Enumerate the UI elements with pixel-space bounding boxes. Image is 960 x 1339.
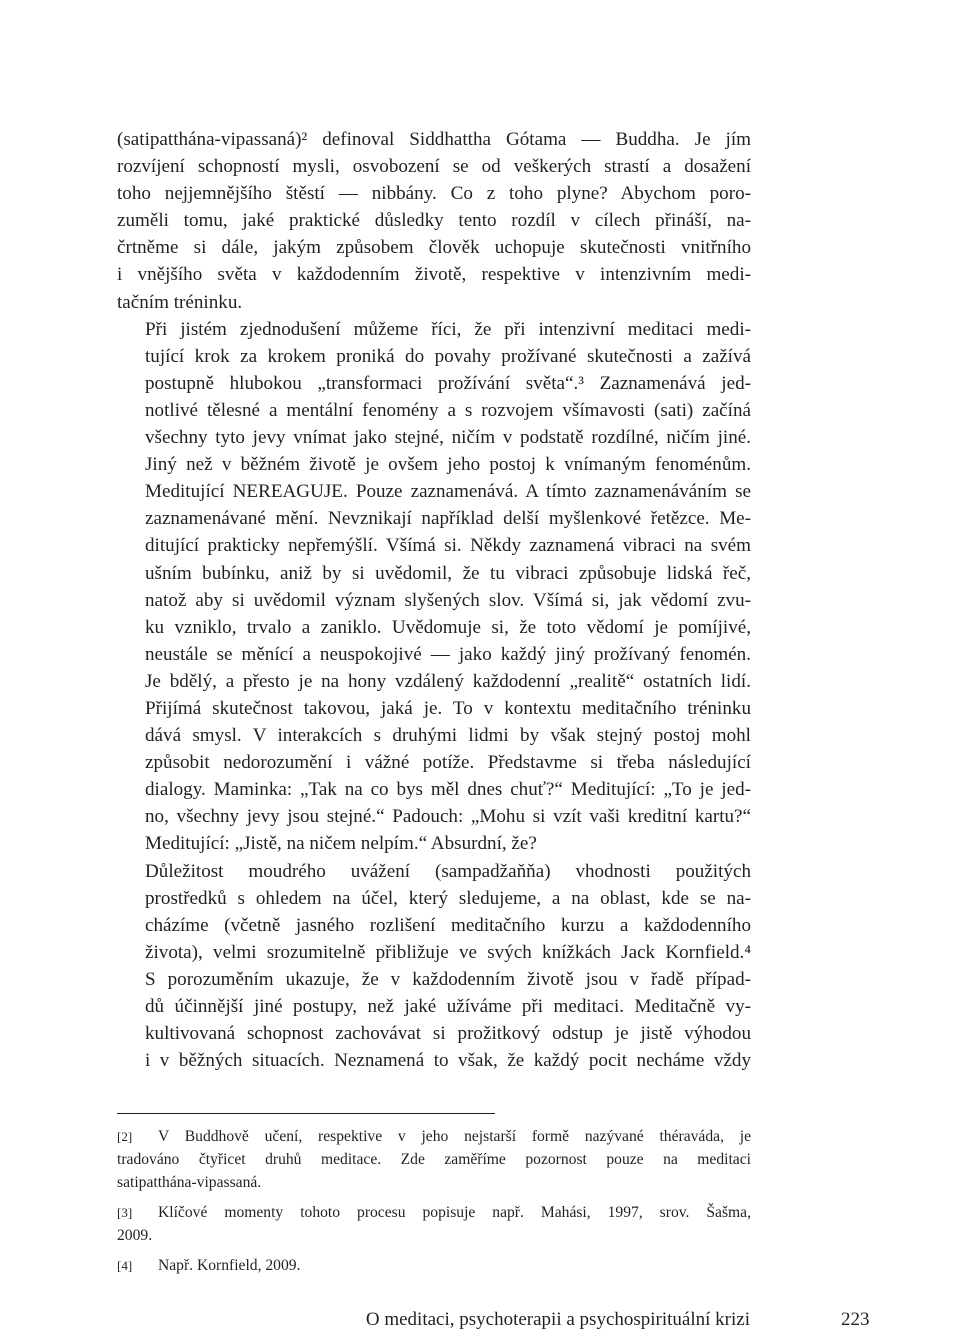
text-line: (satipatthána-vipassaná)² definoval Siddhattha Gótama — Buddha. Je jím xyxy=(117,129,751,150)
text-line: postupně hlubokou „transformaci prožívání světa“.³ Zaznamenává jed- xyxy=(145,372,751,394)
text-line: všechny tyto jevy vnímat jako stejné, ničím v podstatě rozdílné, ničím jiné. xyxy=(145,427,751,449)
footnote-line xyxy=(117,1125,751,1148)
paragraph-2 xyxy=(117,316,751,858)
page-number: 223 xyxy=(841,1309,870,1330)
footnote-text: V Buddhově učení, respektive v jeho nejstarší formě nazývané théraváda, je xyxy=(158,1128,751,1145)
page-footer xyxy=(0,1309,960,1339)
text-line: Při jistém zjednodušení můžeme říci, že při intenzivní meditaci medi- xyxy=(145,318,751,340)
text-line: S porozuměním ukazuje, že v každodenním životě jsou v řadě případ- xyxy=(145,968,751,990)
main-text xyxy=(117,126,751,1074)
footnote-line xyxy=(117,1201,751,1224)
text-line: dialogy. Maminka: „Tak na co bys měl dnes chuť?“ Meditující: „To je jed- xyxy=(145,779,751,801)
footnote-line: 2009. xyxy=(117,1227,153,1244)
text-line: i vnějšího světa v každodenním životě, respektive v intenzivním medi- xyxy=(117,264,751,286)
text-line: rozvíjení schopností mysli, osvobození se od veškerých strastí a dosažení xyxy=(117,156,751,178)
text-line: natož aby si uvědomil význam slyšených slov. Všímá si, jak vědomí zvu- xyxy=(145,589,751,611)
text-line: Důležitost moudrého uvážení (sampadžaňňa) vhodnosti použitých xyxy=(145,860,751,882)
text-line: črtněme si dále, jakým způsobem člověk uchopuje skutečnosti vnitřního xyxy=(117,237,751,259)
text-line: zuměli tomu, jaké praktické důsledky tento rozdíl v cílech přináší, na- xyxy=(117,210,751,232)
text-line: Meditující NEREAGUJE. Pouze zaznamenává. A tímto zaznamenáváním se xyxy=(145,481,751,503)
footnote-line xyxy=(117,1254,751,1277)
text-line: neustále se měnící a neuspokojivé — jako každý jiný prožívaný fenomén. xyxy=(145,643,751,665)
footnote-divider xyxy=(117,1113,495,1114)
footnote-text: Např. Kornfield, 2009. xyxy=(158,1257,301,1274)
footnote-2 xyxy=(117,1125,751,1194)
text-line: ku vzniklo, trvalo a zaniklo. Uvědomuje si, že toto vědomí je pomíjivé, xyxy=(145,616,751,638)
footnote-line: tradováno čtyřicet druhů meditace. Zde zaměříme pozornost pouze na meditaci xyxy=(117,1151,751,1168)
paragraph-3 xyxy=(117,858,751,1075)
footnote-text: Klíčové momenty tohoto procesu popisuje např. Mahási, 1997, srov. Šašma, xyxy=(158,1204,751,1221)
running-title: O meditaci, psychoterapii a psychospirituální krizi xyxy=(365,1309,750,1330)
footnotes xyxy=(117,1125,751,1284)
text-line: Je bdělý, a přesto je na hony vzdálený každodenní „realitě“ ostatních lidí. xyxy=(145,670,751,692)
text-line: tačním tréninku. xyxy=(117,291,243,313)
footnote-number: [4] xyxy=(117,1258,133,1273)
text-line: cházíme (včetně jasného rozlišení meditačního kurzu a každodenního xyxy=(145,914,751,936)
text-line: způsobit nedorozumění i vážné potíže. Představme si třeba následující xyxy=(145,752,751,774)
text-line: ušním bubínku, aniž by si uvědomil, že tu vibraci způsobuje lidská řeč, xyxy=(145,562,751,584)
text-line: notlivé tělesné a mentální fenomény a s rozvojem všímavosti (sati) začíná xyxy=(145,399,751,421)
text-line: prostředků s ohledem na účel, který sledujeme, a na oblast, kde se na- xyxy=(145,887,751,909)
text-line: tující krok za krokem proniká do povahy prožívané skutečnosti a zažívá xyxy=(145,345,751,367)
footnote-4 xyxy=(117,1254,751,1277)
footnote-number: [2] xyxy=(117,1129,133,1144)
text-line: dává smysl. V interakcích s druhými lidmi by však stejný postoj mohl xyxy=(145,725,751,747)
text-line: kultivovaná schopnost zachovávat si prožitkový odstup je jistě výhodou xyxy=(145,1023,751,1045)
footnote-line: satipatthána-vipassaná. xyxy=(117,1174,262,1191)
text-line: Meditující: „Jistě, na ničem nelpím.“ Absurdní, že? xyxy=(145,833,537,855)
text-line: no, všechny jevy jsou stejné.“ Padouch: „Mohu si vzít vaši kreditní kartu?“ xyxy=(145,806,751,828)
text-line: zaznamenávané mění. Nevznikají například delší myšlenkové řetězce. Me- xyxy=(145,508,751,530)
footnote-number: [3] xyxy=(117,1205,133,1220)
text-line: života), velmi srozumitelně přibližuje ve svých knížkách Jack Kornfield.⁴ xyxy=(145,941,751,963)
text-line: i v běžných situacích. Neznamená to však, že každý pocit necháme vždy xyxy=(145,1050,751,1072)
text-line: Jiný než v běžném životě je ovšem jeho postoj k vnímaným fenoménům. xyxy=(145,454,751,476)
paragraph-1 xyxy=(117,126,751,316)
text-line: ditující prakticky nepřemýšlí. Všímá si. Někdy zaznamená vibraci na svém xyxy=(145,535,751,557)
text-line: toho nejjemnějšího štěstí — nibbány. Co z toho plyne? Abychom poro- xyxy=(117,183,751,205)
text-line: dů účinnější jiné postupy, než jaké užíváme při meditaci. Meditačně vy- xyxy=(145,996,751,1017)
footnote-3 xyxy=(117,1201,751,1247)
text-line: Přijímá skutečnost takovou, jaká je. To v kontextu meditačního tréninku xyxy=(145,697,751,719)
